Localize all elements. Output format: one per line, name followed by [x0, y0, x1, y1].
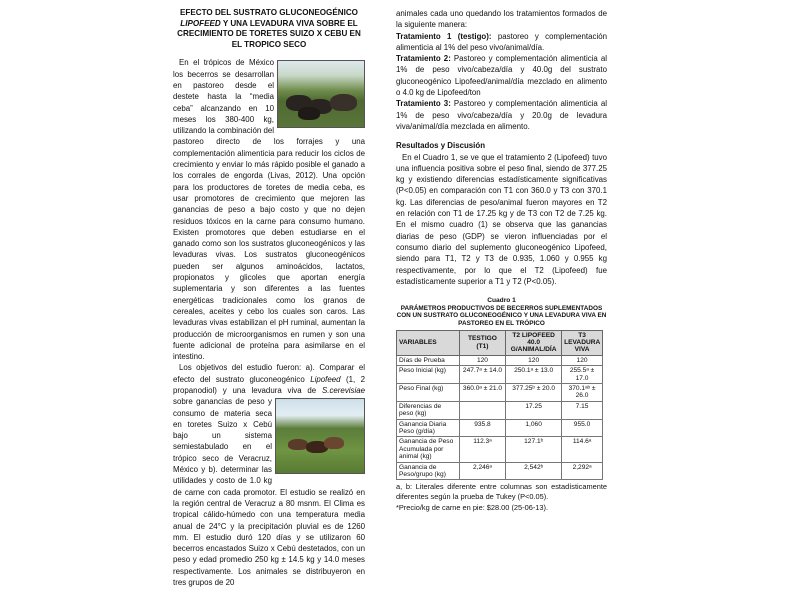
price-note: *Precio/kg de carne en pie: $28.00 (25-06-13). — [396, 503, 549, 513]
table-title: PARÁMETROS PRODUCTIVOS DE BECERROS SUPLEMENTADOS CON UN SUSTRATO GLUCONEOGÉNICO Y UNA LEVADURA VIVA EN PASTOREO EN EL TRÓPICO — [396, 304, 607, 327]
lipofeed-italic: Lipofeed — [310, 374, 341, 384]
cell-variable: Ganancia Diaria Peso (g/día) — [397, 419, 460, 437]
cell-t3: 2,292ᵃ — [562, 462, 603, 480]
cell-variable: Peso Final (kg) — [397, 383, 460, 401]
header-t1: TESTIGO (T1) — [459, 330, 505, 355]
cell-t1: 112.3ᵃ — [459, 437, 505, 462]
treatment-3-text: Pastoreo y complementación alimenticia al 1% de peso vivo/cabeza/día y 20.0g de levadura viva/animal/día mezclada en alimento. — [396, 99, 608, 131]
cell-variable: Días de Prueba — [397, 355, 460, 365]
title-rest: Y UNA LEVADURA VIVA SOBRE EL CRECIMIENTO DE TORETES SUIZO X CEBU EN EL TROPICO SECO — [177, 18, 361, 49]
intro-paragraph — [173, 57, 365, 362]
table-footnote: a, b: Literales diferente entre columnas son estadísticamente diferentes según la prueba de Tukey (P<0.05). — [396, 482, 607, 501]
cell-t3: 7.15 — [562, 401, 603, 419]
table-row — [397, 355, 603, 365]
treatment-3-label: Tratamiento 3: — [396, 99, 451, 109]
treatment-2 — [396, 53, 607, 98]
cell-variable: Peso Inicial (kg) — [397, 366, 460, 384]
left-column — [173, 8, 365, 588]
cell-t1: 935.8 — [459, 419, 505, 437]
table-row — [397, 437, 603, 462]
cell-t2: 1,060 — [506, 419, 562, 437]
intro-text: En el trópicos de México los becerros se desarrollan en pastoreo desde el destete hasta la “media ceba” alcanzando en 10 meses los 380-400 kg, utilizando la combinación del pastoreo directo de los forrajes y una complementación alimenticia para reducir los ciclos de crecimiento y enviar lo más rápido posible el ganado a los corrales de engorda (Livas, 2012). Una opción para los productores de toretes de media ceba, es usar promotores de crecimiento que mejoren las ganancias de peso a bajo costo y que no dejen residuos tóxicos en la carne para consumo humano. Existen promotores que deben estudiarse en el ganado como son los sustratos gluconeogénicos y las levaduras vivas. Los sustratos gluconeogénicos pueden ser algunos aminoácidos, lactatos, propionatos y glicoles que aportan energía suplementaria y son diferentes a las fuentes energéticas tradicionales como los granos de cereales, aceites y cebo los cuales son caros. Las levaduras vivas estabilizan el pH ruminal, aumentan la producción de microorganismos en rumen y son una fuente adicional de proteína para asimilarse en el intestino. — [173, 58, 365, 362]
cell-t1 — [459, 401, 505, 419]
cattle-photo-1 — [277, 60, 365, 128]
cell-t2: 17.25 — [506, 401, 562, 419]
results-table — [396, 330, 603, 481]
objectives-text-1: Los objetivos del estudio fueron: a). Comparar el efecto del sustrato gluconeogénico — [173, 363, 365, 384]
cell-t3: 370.1ᵃᵇ ± 26.0 — [562, 383, 603, 401]
results-heading: Resultados y Discusión — [396, 141, 486, 151]
yeast-italic: S.cerevisiae — [322, 385, 365, 395]
cell-variable: Diferencias de peso (kg) — [397, 401, 460, 419]
cell-t1: 247.7ᵃ ± 14.0 — [459, 366, 505, 384]
cell-variable: Ganancia de Peso Acumulada por animal (kg) — [397, 437, 460, 462]
treatment-2-text: Pastoreo y complementación alimenticia al 1% de peso vivo/cabeza/día y 40.0g del sustrato gluconeogénico Lipofeed/animal/día mezclado en alimento o 4.0 kg de Lipofeed/ton — [396, 54, 608, 98]
title-italic: LIPOFEED — [180, 18, 221, 28]
cell-t2: 2,542ᵇ — [506, 462, 562, 480]
results-paragraph: En el Cuadro 1, se ve que el tratamiento 2 (Lipofeed) tuvo una influencia positiva sobre el peso final, siendo de 377.25 kg y existiendo diferencias estadísticamente significativas (P<0.05) en comparación con T1 con 360.0 y T3 con 370.1 kg. Las diferencias de peso/animal fueron mayores en T2 en relación con T1 de 17.25 kg y de T3 con T2 de 7.25 kg. En el mismo cuadro (1) se observa que las ganancias diarias de peso (GDP) se vieron influenciadas por el consumo diario del suplemento gluconeogénico Lipofeed, siendo para T1, T2 y T3 de 0.935, 1.060 y 0.955 kg respectivamente, por lo que el T2 (Lipofeed) fue estadísticamente superior a T1 y T2 (P<0.05). — [396, 152, 607, 286]
table-row — [397, 401, 603, 419]
header-t3: T3 LEVADURA VIVA — [562, 330, 603, 355]
objectives-paragraph — [173, 362, 365, 588]
table-caption: Cuadro 1 — [487, 297, 516, 305]
cell-t1: 120 — [459, 355, 505, 365]
right-column — [396, 8, 607, 513]
table-row — [397, 366, 603, 384]
cell-t3: 114.6ᵃ — [562, 437, 603, 462]
cell-t2: 127.1ᵇ — [506, 437, 562, 462]
cell-t3: 120 — [562, 355, 603, 365]
header-variables: VARIABLES — [397, 330, 460, 355]
treatment-2-label: Tratamiento 2: — [396, 54, 451, 64]
objectives-text-3: sobre ganancias de peso y consumo de materia seca en toretes Suizo x Cebú bajo un sistema semiestabulado en el trópico seco de Veracruz, México y b). determinar las utilidades y costo de 1.0 kg de carne con cada promotor. El estudio se realizó en la región central de Veracruz a 80 msnm. El Clima es tropical cálido-húmedo con una temperatura media anual de 24°C y la precipitación pluvial es de 1260 mm. El estudio duró 120 días y se utilizaron 60 becerros encastados Suizo x Cebú destetados, con un peso y edad promedio 250 kg ± 14.5 kg y 14.0 meses respectivamente. Los animales se distribuyeron en tres grupos de 20 — [173, 397, 365, 588]
table-row — [397, 462, 603, 480]
cell-t3: 255.5ᵃ ± 17.0 — [562, 366, 603, 384]
cell-t2: 120 — [506, 355, 562, 365]
objectives-text-2: (1, 2 propanodiol) y una levadura viva de — [173, 374, 365, 395]
treatments-intro: animales cada uno quedando los tratamientos formados de la siguiente manera: — [396, 9, 607, 30]
header-t2: T2 LIPOFEED 40.0 G/ANIMAL/DÍA — [506, 330, 562, 355]
cell-t2: 377.25ᵇ ± 20.0 — [506, 383, 562, 401]
article-title — [173, 8, 365, 50]
treatment-1 — [396, 31, 607, 54]
treatment-3 — [396, 98, 607, 132]
title-line1: EFECTO DEL SUSTRATO GLUCONEOGÉNICO — [180, 8, 358, 17]
table-header-row — [397, 330, 603, 355]
treatment-1-label: Tratamiento 1 (testigo): — [396, 31, 492, 41]
cattle-photo-2 — [275, 398, 365, 474]
table-block — [396, 297, 607, 513]
table-row — [397, 383, 603, 401]
cell-t1: 360.0ᵃ ± 21.0 — [459, 383, 505, 401]
table-row — [397, 419, 603, 437]
cell-variable: Ganancia de Peso/grupo (kg) — [397, 462, 460, 480]
cell-t3: 955.0 — [562, 419, 603, 437]
cell-t1: 2,246ᵃ — [459, 462, 505, 480]
cell-t2: 250.1ᵃ ± 13.0 — [506, 366, 562, 384]
treatment-1-text: pastoreo y complementación alimenticia al 1% del peso vivo/animal/día. — [396, 31, 607, 52]
